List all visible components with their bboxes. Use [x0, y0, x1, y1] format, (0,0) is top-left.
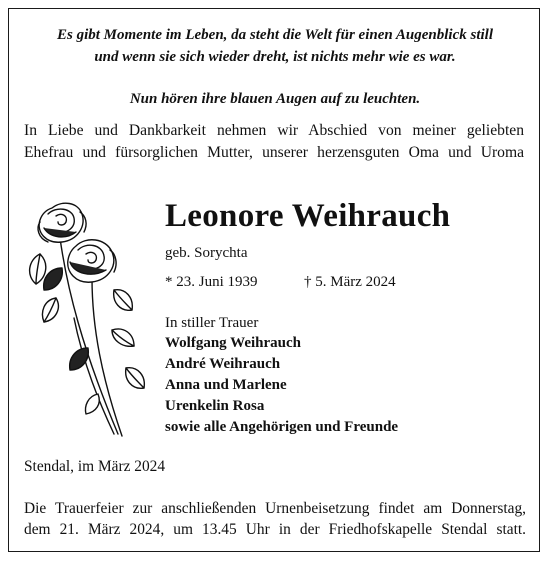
- birth-date: * 23. Juni 1939: [165, 274, 258, 290]
- mourner-name: Wolfgang Weihrauch: [165, 335, 301, 351]
- maiden-name: geb. Sorychta: [165, 245, 248, 261]
- death-date: † 5. März 2024: [304, 274, 396, 290]
- mourner-name: Urenkelin Rosa: [165, 398, 265, 414]
- quote-line-1: Es gibt Momente im Leben, da steht die Welt für einen Augenblick still: [57, 27, 493, 43]
- intro-line-2: Ehefrau und fürsorglichen Mutter, unserer herzensguten Oma und Uroma: [24, 144, 524, 161]
- quote-line-3: Nun hören ihre blauen Augen auf zu leuchten.: [129, 91, 421, 107]
- intro-line-1: In Liebe und Dankbarkeit nehmen wir Abschied von meiner geliebten: [24, 122, 524, 139]
- mourner-name: sowie alle Angehörigen und Freunde: [165, 419, 399, 435]
- deceased-name: Leonore Weihrauch: [165, 198, 451, 234]
- mourners-intro: In stiller Trauer: [165, 315, 259, 331]
- mourner-name: André Weihrauch: [165, 356, 281, 372]
- ceremony-line-2: dem 21. März 2024, um 13.45 Uhr in der Friedhofskapelle Stendal statt.: [24, 521, 526, 538]
- mourner-name: Anna und Marlene: [165, 377, 287, 393]
- place-date: Stendal, im März 2024: [24, 458, 166, 475]
- roses-icon: [22, 198, 152, 440]
- ceremony-line-1: Die Trauerfeier zur anschließenden Urnenbeisetzung findet am Donnerstag,: [24, 500, 526, 517]
- quote-line-2: und wenn sie sich wieder dreht, ist nichts mehr wie es war.: [94, 49, 456, 65]
